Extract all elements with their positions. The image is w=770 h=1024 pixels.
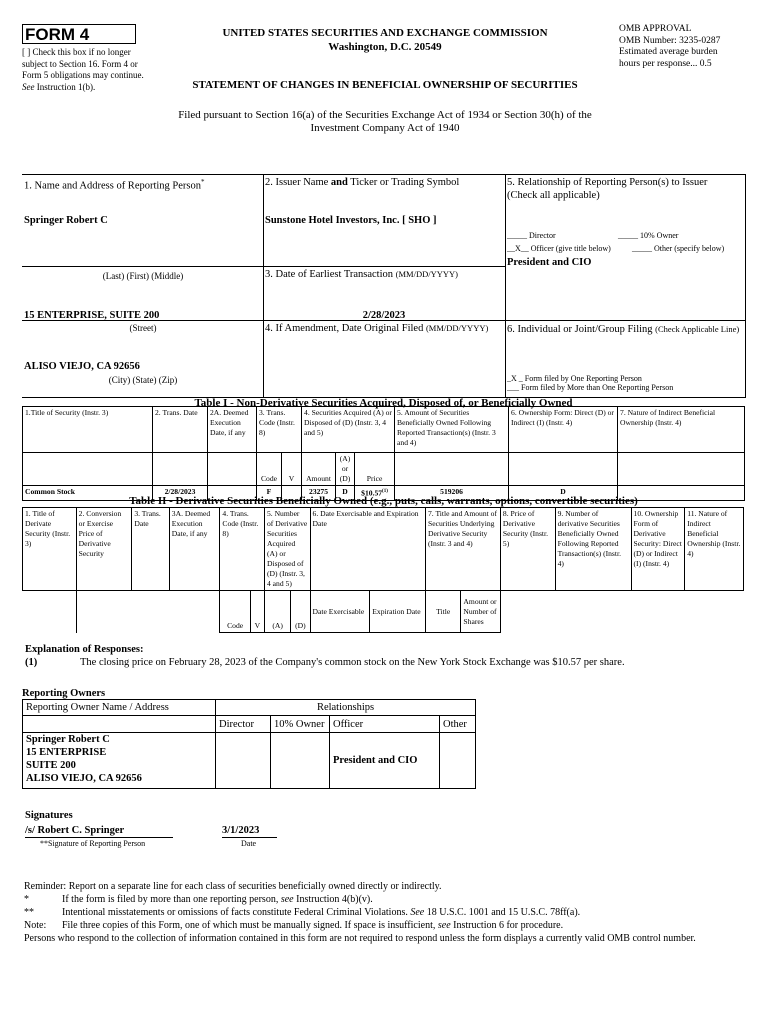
statement-title: STATEMENT OF CHANGES IN BENEFICIAL OWNERSHIP OF SECURITIES — [192, 79, 578, 91]
signatures-heading: Signatures — [25, 810, 73, 821]
owners-col-rel: Relationships — [216, 700, 476, 716]
t2-h-date: 3. Trans. Date — [132, 508, 169, 591]
t2-sub-date-ex: Date Exercisable — [310, 591, 370, 633]
filed-pursuant: Filed pursuant to Section 16(a) of the Securities Exchange Act of 1934 or Section 30(h) of the Investment Company Act of 1940 — [178, 109, 592, 134]
explanation-number: (1) — [25, 657, 38, 668]
t2-h-nature: 11. Nature of Indirect Beneficial Ownership (Instr. 4) — [685, 508, 744, 591]
t2-sub-a: (A) — [264, 591, 290, 633]
issuer-name: Sunstone Hotel Investors, Inc. [ SHO ] — [265, 215, 437, 226]
box2-bottom — [263, 266, 505, 267]
box6-label: 6. Individual or Joint/Group Filing (Check Applicable Line) — [507, 324, 740, 335]
t2-h-code: 4. Trans. Code (Instr. 8) — [220, 508, 265, 591]
one-person-option[interactable]: _X _ Form filed by One Reporting Person — [507, 374, 642, 383]
earliest-transaction-date: 2/28/2023 — [362, 310, 406, 321]
t2-h-underlying: 7. Title and Amount of Securities Underlying Derivative Security (Instr. 3 and 4) — [425, 508, 500, 591]
date-label: Date — [241, 839, 257, 848]
owners-officer-head: Officer — [330, 716, 440, 733]
footnote-star: * If the form is filed by more than one reporting person, see Instruction 4(b)(v). — [24, 894, 373, 905]
t2-sub-d: (D) — [291, 591, 310, 633]
t2-sub-title: Title — [425, 591, 460, 633]
t2-sub-exp: Expiration Date — [370, 591, 426, 633]
price-footnote[interactable]: (1) — [382, 489, 388, 494]
box-divider-2 — [505, 174, 506, 398]
signature-date: 3/1/2023 — [222, 825, 260, 836]
box-divider-1 — [263, 174, 264, 398]
t2-sub-code: Code — [220, 591, 250, 633]
t1-sub-v: V — [282, 453, 302, 486]
t1-price: $10.57$^{(1)}$ — [355, 486, 395, 501]
box5-label: 5. Relationship of Reporting Person(s) to Issuer (Check all applicable) — [507, 177, 708, 201]
reminder-text: Reminder: Report on a separate line for each class of securities beneficially owned directly or indirectly. — [24, 881, 442, 892]
t1-owned: 519206 — [395, 486, 509, 501]
t1-sub-code: Code — [257, 453, 282, 486]
t2-h-deemed: 3A. Deemed Execution Date, if any — [169, 508, 220, 591]
table1 — [22, 406, 745, 501]
table2-title: Table II - Derivative Securities Beneficially Owned (e.g., puts, calls, warrants, options, convertible securities) — [129, 495, 638, 507]
signature-name: /s/ Robert C. Springer — [25, 825, 125, 836]
box4-label: 4. If Amendment, Date Original Filed (MM/DD/YYYY) — [265, 323, 489, 334]
other-option[interactable]: _____ Other (specify below) — [632, 244, 725, 253]
table1-title: Table I - Non-Derivative Securities Acquired, Disposed of, or Beneficially Owned — [194, 397, 573, 409]
group-option[interactable]: ___ Form filed by More than One Reporting Person — [507, 383, 674, 392]
box1-label: 1. Name and Address of Reporting Person* — [24, 178, 205, 192]
t2-h-exercisable: 6. Date Exercisable and Expiration Date — [310, 508, 425, 591]
reporting-city: ALISO VIEJO, CA 92656 — [24, 361, 140, 372]
owners-other-head: Other — [440, 716, 476, 733]
owner-officer-value: President and CIO — [330, 733, 440, 789]
box3-label: 3. Date of Earliest Transaction (MM/DD/YYYY) — [265, 269, 458, 280]
owners-director-head: Director — [216, 716, 271, 733]
signature-label: **Signature of Reporting Person — [40, 839, 146, 848]
t2-h-number: 5. Number of Derivative Securities Acquired (A) or Disposed of (D) (Instr. 3, 4 and 5) — [264, 508, 310, 591]
t1-h-securities: 4. Securities Acquired (A) or Disposed of (D) (Instr. 3, 4 and 5) — [302, 407, 395, 453]
name-parts-label: (Last) (First) (Middle) — [102, 271, 184, 281]
t2-h-title: 1. Title of Derivate Security (Instr. 3) — [23, 508, 77, 591]
explanation-heading: Explanation of Responses: — [25, 644, 144, 655]
t2-sub-amount: Amount or Number of Shares — [461, 591, 501, 633]
t1-amount: 23275 — [302, 486, 336, 501]
t2-sub-v: V — [250, 591, 264, 633]
omb-persons-text: Persons who respond to the collection of information contained in this form are not required to respond unless the form displays a currently valid OMB control number. — [24, 933, 696, 944]
t1-aord: D — [336, 486, 355, 501]
check-box[interactable]: [ ] — [22, 47, 31, 57]
street-label: (Street) — [129, 323, 157, 333]
signature-line — [25, 837, 173, 838]
t1-h-deemed: 2A. Deemed Execution Date, if any — [208, 407, 257, 453]
ten-pct-option[interactable]: _____ 10% Owner — [618, 231, 679, 240]
city-label: (City) (State) (Zip) — [108, 375, 178, 385]
t1-h-title: 1.Title of Security (Instr. 3) — [23, 407, 153, 453]
reporting-person-name: Springer Robert C — [24, 215, 108, 226]
t1-sub-aord: (A) or (D) — [336, 453, 355, 486]
form-title: FORM 4 — [25, 25, 90, 44]
table-row — [23, 733, 476, 789]
explanation-text: The closing price on February 28, 2023 of the Company's common stock on the New York Stock Exchange was $10.57 per share. — [80, 657, 625, 668]
t1-form: D — [509, 486, 618, 501]
t1-h-code: 3. Trans. Code (Instr. 8) — [257, 407, 302, 453]
box5-bottom — [505, 320, 745, 321]
t1-code: F — [257, 486, 282, 501]
t1-h-amount: 5. Amount of Securities Beneficially Owned Following Reported Transaction(s) (Instr. 3 and 4) — [395, 407, 509, 453]
form-title-box — [22, 24, 136, 44]
t2-h-conversion: 2. Conversion or Exercise Price of Derivative Security — [76, 508, 132, 591]
owners-ten-pct-head: 10% Owner — [271, 716, 330, 733]
box2-label: 2. Issuer Name and Ticker or Trading Symbol — [265, 177, 460, 188]
reporting-street: 15 ENTERPRISE, SUITE 200 — [24, 310, 160, 321]
t1-h-date: 2. Trans. Date — [153, 407, 208, 453]
t2-h-price: 8. Price of Derivative Security (Instr. 5) — [500, 508, 555, 591]
t2-h-owned: 9. Number of derivative Securities Beneficially Owned Following Reported Transaction(s) (Instr. 4) — [555, 508, 631, 591]
t1-sub-price: Price — [355, 453, 395, 486]
box-top-rule — [22, 174, 745, 175]
box1-name-bottom — [22, 266, 263, 267]
footnote-note: Note: File three copies of this Form, one of which must be manually signed. If space is insufficient, see Instruction 6 for procedure. — [24, 920, 564, 931]
agency-name: UNITED STATES SECURITIES AND EXCHANGE COMMISSION — [222, 27, 548, 39]
t1-h-nature: 7. Nature of Indirect Beneficial Ownership (Instr. 4) — [618, 407, 745, 453]
agency-city: Washington, D.C. 20549 — [328, 41, 442, 53]
owners-col-name: Reporting Owner Name / Address — [23, 700, 216, 716]
t1-security: Common Stock — [23, 486, 153, 501]
t1-h-form: 6. Ownership Form: Direct (D) or Indirect (I) (Instr. 4) — [509, 407, 618, 453]
t2-h-form: 10. Ownership Form of Derivative Security: Direct (D) or Indirect (I) (Instr. 4) — [631, 508, 685, 591]
omb-approval: OMB APPROVAL OMB Number: 3235-0287 Estimated average burden hours per response... 0.5 — [619, 24, 721, 69]
footer-notes — [24, 880, 749, 945]
box-right-edge — [745, 174, 746, 398]
t1-date: 2/28/2023 — [153, 486, 208, 501]
officer-option[interactable]: __X__ Officer (give title below) — [507, 244, 611, 253]
owner-address: Springer Robert C 15 ENTERPRISE SUITE 200 ALISO VIEJO, CA 92656 — [23, 733, 216, 789]
table2 — [22, 507, 744, 633]
section16-check: [ ] Check this box if no longer subject to Section 16. Form 4 or Form 5 obligations may continue. See Instruction 1(b). — [22, 47, 144, 92]
owners-table — [22, 699, 476, 789]
director-option[interactable]: _____ Director — [507, 231, 556, 240]
t1-sub-amount: Amount — [302, 453, 336, 486]
date-line — [222, 837, 277, 838]
officer-title: President and CIO — [507, 257, 592, 268]
footnote-double-star: ** Intentional misstatements or omissions of facts constitute Federal Criminal Violations. See 18 U.S.C. 1001 and 15 U.S.C. 78ff(a). — [24, 907, 581, 918]
owners-heading: Reporting Owners — [22, 688, 106, 699]
